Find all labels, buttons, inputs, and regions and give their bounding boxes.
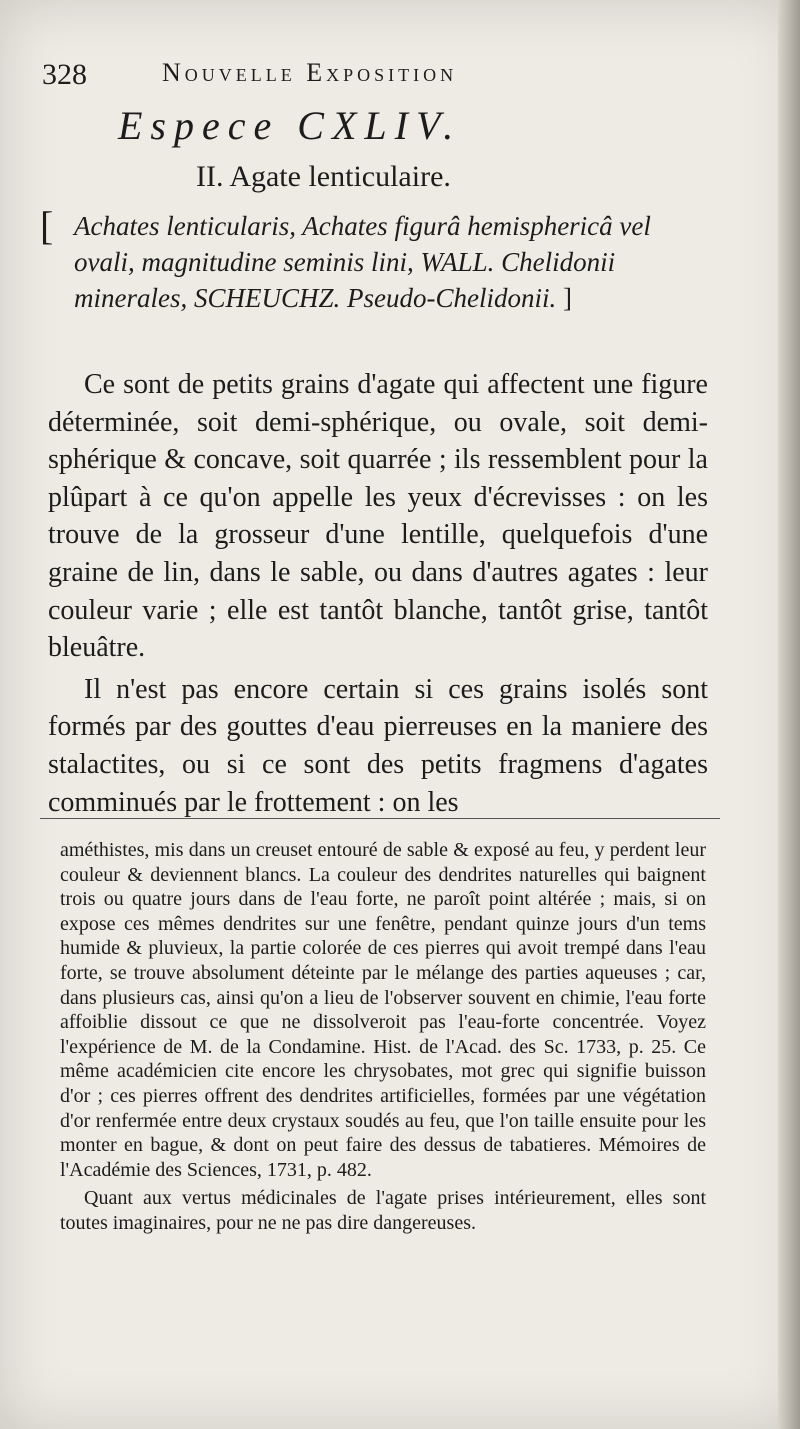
page-number: 328 <box>42 58 87 91</box>
footnote-paragraph-1: améthistes, mis dans un creuset entouré de sable & exposé au feu, y perdent leur couleur & deviennent blancs. La couleur des dendrites naturelles qui baignent trois ou quatre jours dans de l'eau forte, ne paroît point altérée ; mais, si on expose ces mêmes dendrites sur une fenêtre, pendant quinze jours d'un tems humide & pluvieux, la partie colorée de ces pierres qui avoit trempé dans l'eau forte, se trouve absolument déteinte par le mélange des parties aqueuses ; car, dans plusieurs cas, ainsi qu'on a lieu de l'observer souvent en chimie, l'eau forte affoiblie dissout ce que ne dissolveroit pas l'eau-forte concentrée. Voyez l'expérience de M. de la Condamine. Hist. de l'Acad. des Sc. 1733, p. 25. Ce même académicien cite encore les chrysobates, mot grec qui signifie buisson d'or ; ces pierres offrent des dendrites artificielles, formées par une végétation d'or renfermée entre deux crystaux soudés au feu, que l'on taille ensuite pour les monter en bague, & dont on peut faire des dessus de tabatieres. Mémoires de l'Académie des Sciences, 1731, p. 482. <box>60 839 706 1181</box>
body-paragraph-1: Ce sont de petits grains d'agate qui affectent une figure déterminée, soit demi-sphérique, ou ovale, soit demi-sphérique & concave, soit quarrée ; ils ressemblent pour la plûpart à ce qu'on appelle les yeux d'écrevisses : on les trouve de la grosseur d'une lentille, quelquefois d'une graine de lin, dans le sable, ou dans d'autres agates : leur couleur varie ; elle est tantôt blanche, tantôt grise, tantôt bleuâtre. <box>48 369 708 664</box>
body-paragraph-2: Il n'est pas encore certain si ces grains isolés sont formés par des gouttes d'eau pierreuses en la maniere des stalactites, ou si ce sont des petits fragmens d'agates comminués par le frottement : on les <box>48 673 708 818</box>
latin-text: Achates lenticularis, Achates figurâ hemisphericâ vel ovali, magnitudine seminis lini, WALL. Chelidonii minerales, SCHEUCHZ. Pseudo-Chelidonii. <box>74 211 651 313</box>
close-bracket: ] <box>562 283 572 313</box>
latin-description <box>40 203 702 316</box>
page-header <box>42 58 742 98</box>
open-bracket: [ <box>40 203 54 248</box>
footnote-divider <box>40 818 720 819</box>
species-subtitle: II. Agate lenticulaire. <box>196 160 451 193</box>
running-title: Nouvelle Exposition <box>162 58 458 87</box>
footnote-text <box>60 838 706 1236</box>
main-text <box>48 366 708 821</box>
species-heading: Espece CXLIV. <box>118 103 462 148</box>
page-spine-shadow <box>778 0 800 1429</box>
footnote-paragraph-2: Quant aux vertus médicinales de l'agate prises intérieurement, elles sont toutes imaginaires, pour ne ne pas dire dangereuses. <box>60 1187 706 1234</box>
